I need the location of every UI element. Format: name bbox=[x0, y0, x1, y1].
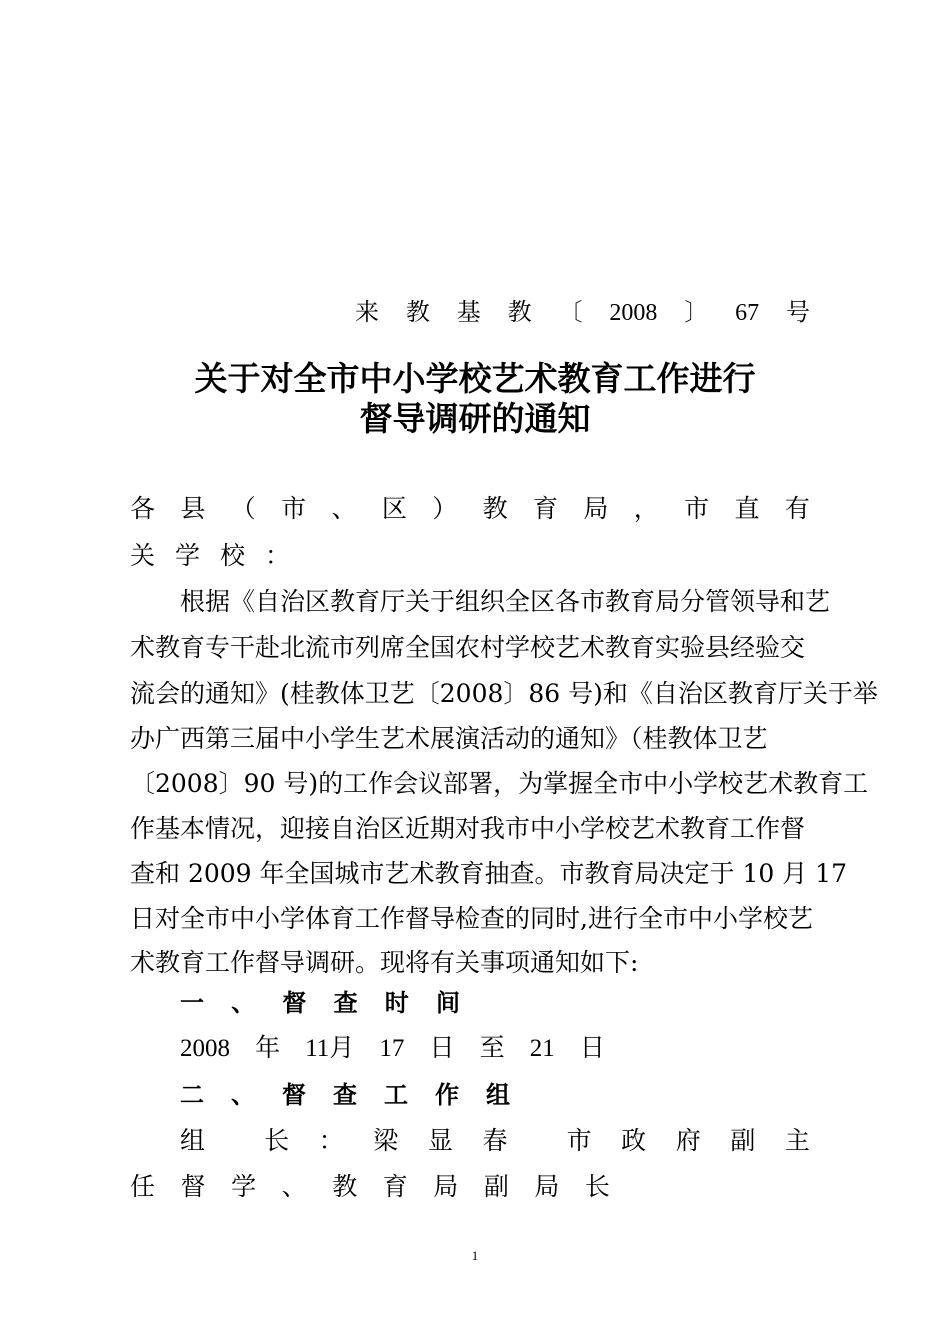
text-token: 年 bbox=[255, 1035, 281, 1062]
text-token: ： bbox=[264, 541, 290, 570]
text-token: 教 bbox=[405, 300, 430, 326]
text-token: 政 bbox=[621, 1126, 647, 1155]
text-token: 基 bbox=[456, 300, 481, 326]
text-token: 府 bbox=[675, 1126, 701, 1155]
body-paragraph-line: 术教育专干赴北流市列席全国农村学校艺术教育实验县经验交 bbox=[130, 633, 806, 662]
text-token: 来 bbox=[355, 300, 379, 326]
text-token: 一 bbox=[180, 989, 204, 1017]
team-leader-line-2 bbox=[130, 1170, 610, 1204]
text-token: 区 bbox=[381, 494, 407, 523]
text-token: 、 bbox=[281, 1172, 307, 1201]
text-token: 督 bbox=[282, 1081, 306, 1109]
text-token: 梁 bbox=[373, 1126, 399, 1155]
text-token: 副 bbox=[483, 1172, 509, 1201]
text-token: 长 bbox=[584, 1172, 610, 1201]
text-token: 17 bbox=[379, 1035, 405, 1062]
section-heading-inspection-time bbox=[180, 986, 460, 1020]
text-token: 、 bbox=[331, 494, 357, 523]
text-token: 二 bbox=[180, 1081, 204, 1109]
section-heading-inspection-team bbox=[180, 1078, 510, 1112]
text-token: 、 bbox=[231, 989, 256, 1017]
body-paragraph-line: 作基本情况，迎接自治区近期对我市中小学校艺术教育工作督 bbox=[130, 814, 806, 843]
text-token: 时 bbox=[384, 989, 409, 1017]
text-token: 教 bbox=[332, 1172, 358, 1201]
text-token: ， bbox=[633, 494, 659, 523]
text-token: 主 bbox=[784, 1126, 810, 1155]
salutation-line-2 bbox=[130, 539, 290, 573]
document-number bbox=[355, 296, 810, 330]
text-token: ： bbox=[318, 1126, 344, 1155]
body-paragraph-line: 流会的通知》(桂教体卫艺〔2008〕86 号)和《自治区教育厅关于举 bbox=[130, 679, 878, 708]
text-token: 副 bbox=[730, 1126, 756, 1155]
text-token: 11月 bbox=[305, 1035, 355, 1062]
text-token: 督 bbox=[180, 1172, 206, 1201]
team-leader-line-1 bbox=[180, 1124, 810, 1158]
text-token: 学 bbox=[231, 1172, 257, 1201]
text-token: 〕 bbox=[684, 300, 709, 326]
text-token: 县 bbox=[180, 494, 206, 523]
document-title-line-2: 督导调研的通知 bbox=[359, 399, 591, 438]
text-token: 直 bbox=[734, 494, 760, 523]
text-token: 春 bbox=[482, 1126, 508, 1155]
text-token: 局 bbox=[583, 494, 609, 523]
text-token: 组 bbox=[180, 1126, 206, 1155]
text-token: 2008 bbox=[180, 1035, 230, 1062]
text-token: 育 bbox=[533, 494, 559, 523]
page-number: 1 bbox=[471, 1248, 479, 1263]
text-token: 日 bbox=[579, 1035, 605, 1062]
text-token: 育 bbox=[382, 1172, 408, 1201]
body-paragraph-line: 办广西第三届中小学生艺术展演活动的通知》（桂教体卫艺 bbox=[130, 724, 768, 753]
body-paragraph-line: 根据《自治区教育厅关于组织全区各市教育局分管领导和艺 bbox=[180, 587, 831, 616]
text-token: 关 bbox=[130, 541, 156, 570]
text-token: 显 bbox=[427, 1126, 453, 1155]
text-token: 21 bbox=[529, 1035, 555, 1062]
text-token: 、 bbox=[231, 1081, 255, 1109]
text-token: 号 bbox=[786, 300, 810, 326]
document-title-line-1: 关于对全市中小学校艺术教育工作进行 bbox=[194, 359, 756, 398]
text-token: （ bbox=[230, 494, 256, 523]
text-token: 2008 bbox=[609, 300, 658, 326]
text-token: 各 bbox=[130, 494, 156, 523]
text-token: 教 bbox=[507, 300, 532, 326]
text-token: 有 bbox=[784, 494, 810, 523]
text-token: 作 bbox=[435, 1081, 459, 1109]
text-token: ） bbox=[432, 494, 458, 523]
text-token: 〔 bbox=[558, 300, 583, 326]
text-token: 校 bbox=[219, 541, 245, 570]
text-token: 间 bbox=[435, 989, 460, 1017]
text-token: 局 bbox=[433, 1172, 459, 1201]
text-token: 组 bbox=[486, 1081, 510, 1109]
body-paragraph-line: 查和 2009 年全国城市艺术教育抽查。市教育局决定于 10 月 17 bbox=[130, 859, 847, 888]
text-token: 查 bbox=[333, 1081, 357, 1109]
text-token: 工 bbox=[384, 1081, 408, 1109]
text-token: 市 bbox=[566, 1126, 592, 1155]
body-paragraph-line: 术教育工作督导调研。现将有关事项通知如下: bbox=[130, 948, 639, 977]
text-token: 局 bbox=[534, 1172, 560, 1201]
text-token: 任 bbox=[130, 1172, 156, 1201]
text-token: 至 bbox=[479, 1035, 505, 1062]
text-token: 教 bbox=[482, 494, 508, 523]
text-token: 学 bbox=[174, 541, 200, 570]
text-token: 督 bbox=[282, 989, 307, 1017]
text-token: 日 bbox=[429, 1035, 455, 1062]
text-token: 长 bbox=[264, 1126, 290, 1155]
inspection-date-range bbox=[180, 1032, 605, 1066]
text-token: 市 bbox=[281, 494, 307, 523]
body-paragraph-line: 〔2008〕90 号)的工作会议部署，为掌握全市中小学校艺术教育工 bbox=[130, 769, 869, 798]
body-paragraph-line: 日对全市中小学体育工作督导检查的同时,进行全市中小学校艺 bbox=[130, 904, 813, 933]
text-token: 67 bbox=[735, 300, 760, 326]
text-token: 市 bbox=[684, 494, 710, 523]
text-token: 查 bbox=[333, 989, 358, 1017]
salutation-line-1 bbox=[130, 492, 810, 526]
